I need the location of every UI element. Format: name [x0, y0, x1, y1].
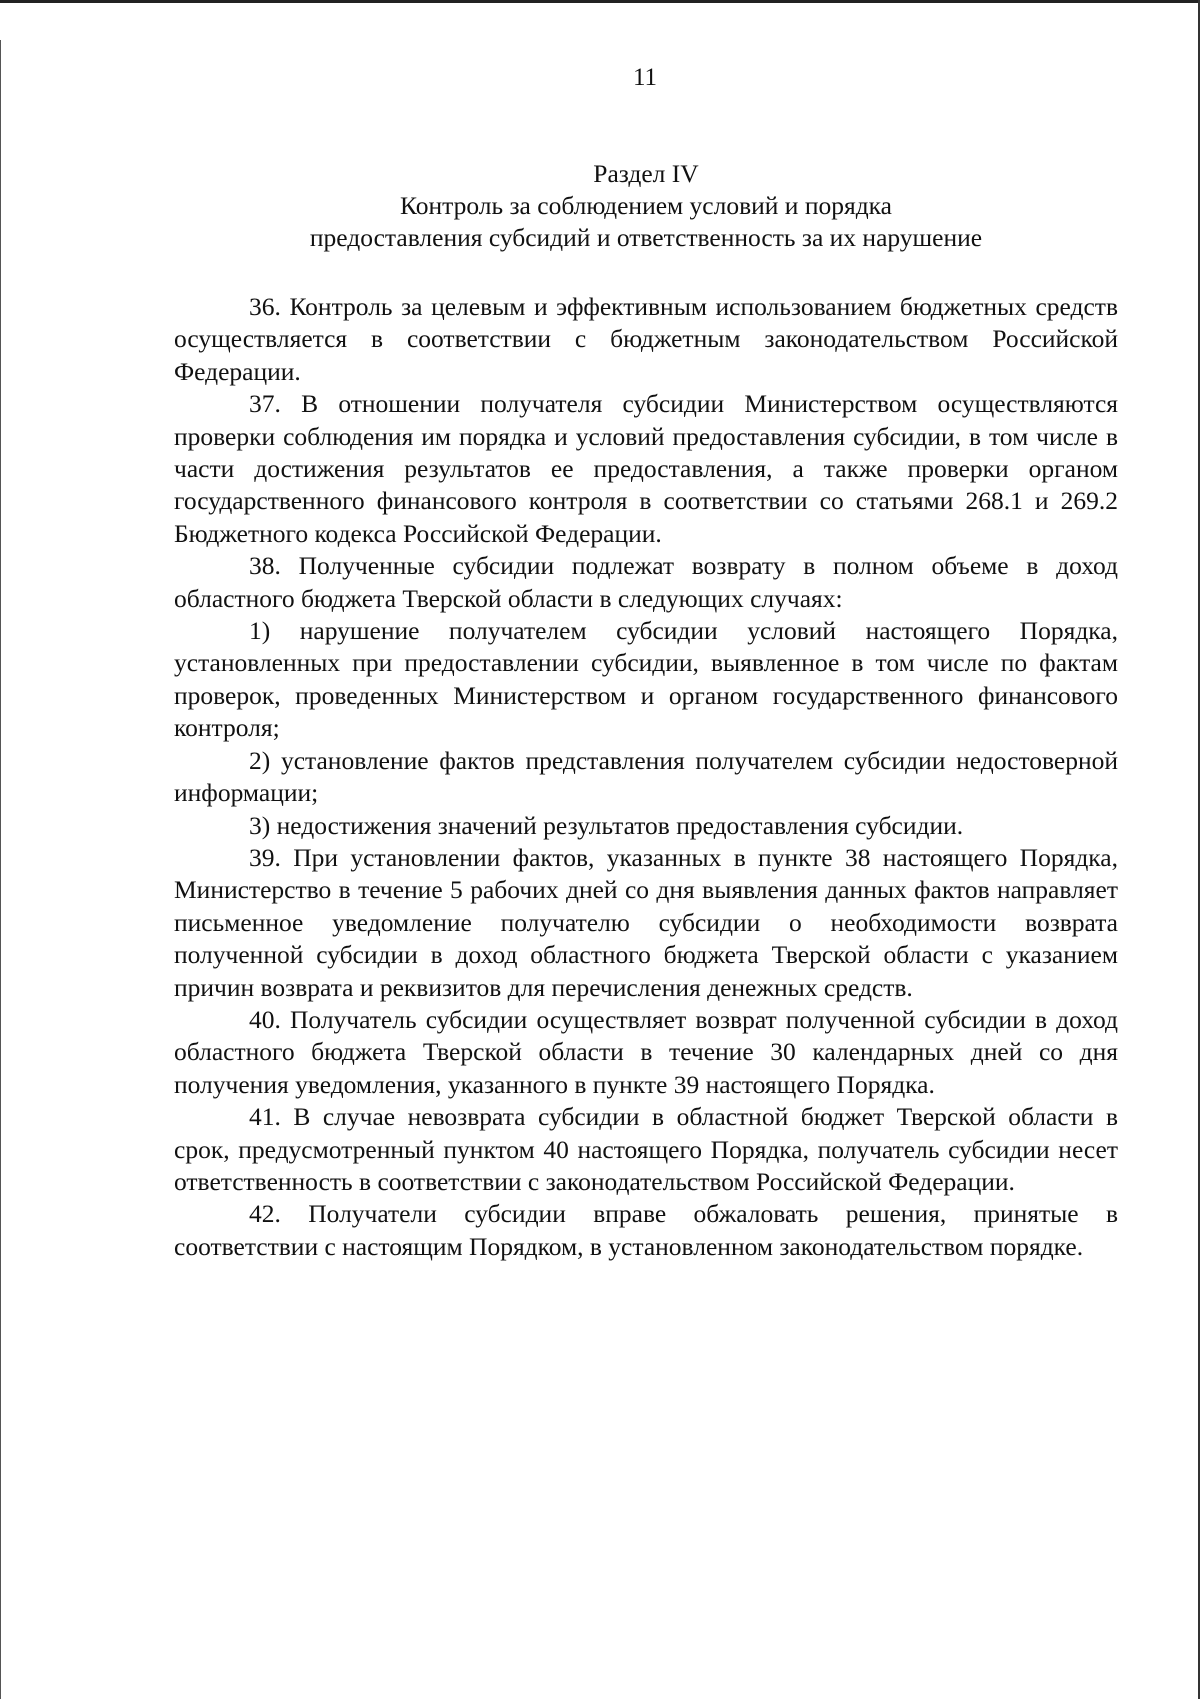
page-number: 11 [632, 64, 658, 91]
section-title-line-1: Контроль за соблюдением условий и порядка [400, 191, 892, 220]
paragraph-37: 37. В отношении получателя субсидии Министерством осуществляются проверки соблюдения им порядка и условий предоставления субсидии, в том числе в части достижения результатов ее предоставления, а также проверки органом государственного финансового контроля в соответствии со статьями 268.1 и 269.2 Бюджетного кодекса Российской Федерации. [174, 389, 1118, 548]
paragraph-42: 42. Получатели субсидии вправе обжаловать решения, принятые в соответствии с настоящим Порядком, в установленном законодательством порядке. [174, 1199, 1118, 1261]
paragraph-41: 41. В случае невозврата субсидии в областной бюджет Тверской области в срок, предусмотренный пунктом 40 настоящего Порядка, получатель субсидии несет ответственность в соответствии с законодательством Российской Федерации. [174, 1102, 1118, 1196]
paragraph-36: 36. Контроль за целевым и эффективным использованием бюджетных средств осуществляется в соответствии с бюджетным законодательством Российской Федерации. [174, 292, 1118, 386]
paragraph-38: 38. Полученные субсидии подлежат возврату в полном объеме в доход областного бюджета Тверской области в следующих случаях: [174, 551, 1118, 613]
paragraph-38-item-2: 2) установление фактов представления получателем субсидии недостоверной информации; [174, 745, 1118, 808]
section-number: Раздел IV [593, 159, 699, 188]
scan-edge-top [0, 0, 1200, 3]
document-body [174, 291, 1118, 1263]
paragraph-38-item-3: 3) недостижения значений результатов предоставления субсидии. [249, 810, 964, 840]
section-title-line-2: предоставления субсидий и ответственность за их нарушение [309, 223, 983, 252]
paragraph-39: 39. При установлении фактов, указанных в пункте 38 настоящего Порядка, Министерство в течение 5 рабочих дней со дня выявления данных фактов направляет письменное уведомление получателю субсидии о необходимости возврата полученной субсидии в доход областного бюджета Тверской области с указанием причин возврата и реквизитов для перечисления денежных средств. [174, 842, 1118, 1002]
scan-edge-left [0, 40, 1, 1699]
paragraph-38-item-1: 1) нарушение получателем субсидии условий настоящего Порядка, установленных при предоставлении субсидии, выявленное в том числе по фактам проверок, проведенных Министерством и органом государственного финансового контроля; [174, 616, 1118, 743]
paragraph-40: 40. Получатель субсидии осуществляет возврат полученной субсидии в доход областного бюджета Тверской области в течение 30 календарных дней со дня получения уведомления, указанного в пункте 39 настоящего Порядка. [174, 1004, 1118, 1099]
section-heading [174, 158, 1118, 254]
